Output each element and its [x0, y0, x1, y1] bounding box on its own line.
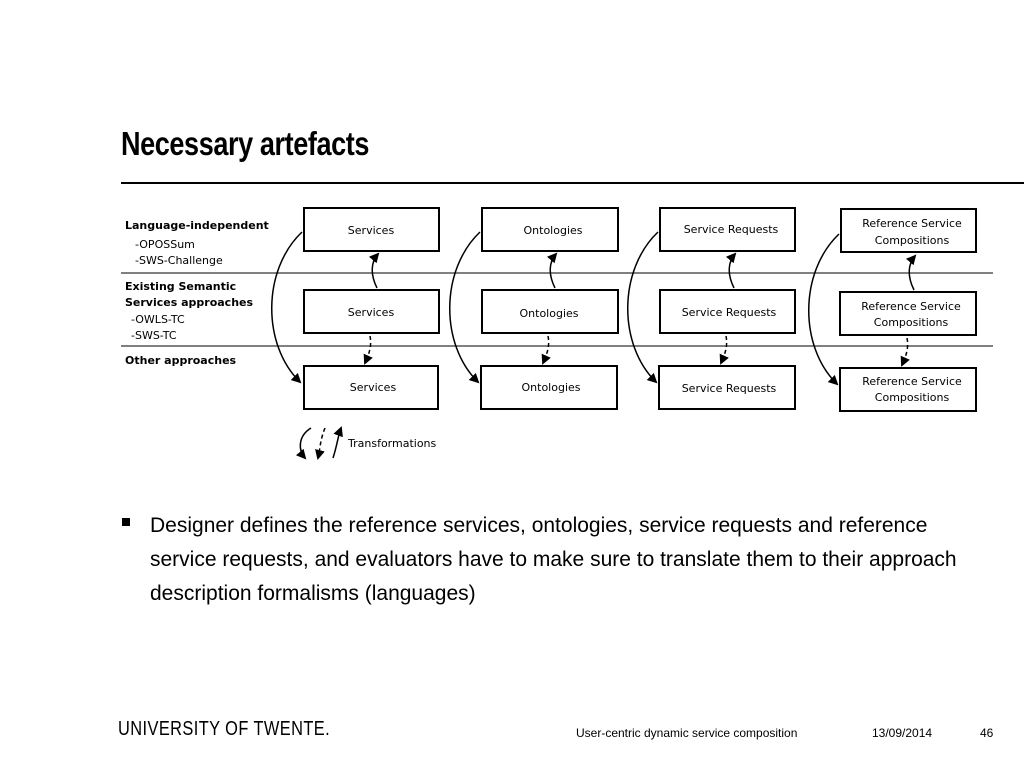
- footer-date: 13/09/2014: [872, 726, 933, 740]
- row-heading-services-approaches: Services approaches: [125, 296, 254, 309]
- box-label-reference-1a: Reference Service: [862, 217, 962, 230]
- row-item-sws-challenge: -SWS-Challenge: [135, 254, 223, 267]
- row-heading-existing-semantic: Existing Semantic: [125, 280, 237, 293]
- transformation-arrow-requests-up: [729, 254, 735, 288]
- box-label-ontologies-2: Ontologies: [519, 307, 579, 320]
- box-label-service-requests-3: Service Requests: [681, 382, 777, 395]
- row-item-sws-tc: -SWS-TC: [131, 329, 177, 342]
- transformation-arrow-requests-long: [628, 232, 658, 382]
- slide-title: Necessary artefacts: [121, 125, 369, 162]
- box-label-reference-3a: Reference Service: [862, 375, 962, 388]
- legend-arrow-up-icon: [333, 428, 341, 458]
- legend-arrow-solid-icon: [300, 428, 311, 458]
- box-label-ontologies-1: Ontologies: [523, 224, 583, 237]
- transformation-arrow-services-down: [365, 336, 371, 363]
- bullet-text: Designer defines the reference services, ontologies, service requests and reference service requests, and evaluators have to make sure to translate them to their approach description formalisms (languages): [150, 514, 957, 605]
- box-label-reference-2b: Compositions: [873, 316, 949, 329]
- box-label-service-requests-1: Service Requests: [683, 223, 779, 236]
- legend-transformations-label: Transformations: [348, 437, 437, 450]
- bullet-point: [122, 509, 992, 611]
- box-label-service-requests-2: Service Requests: [681, 306, 777, 319]
- box-label-ontologies-3: Ontologies: [521, 381, 581, 394]
- box-label-services-2: Services: [347, 306, 395, 319]
- transformation-arrow-ontologies-long: [450, 232, 480, 382]
- transformation-arrow-ontologies-up: [550, 254, 556, 288]
- row-heading-language-independent: Language-independent: [125, 219, 269, 232]
- box-label-reference-1b: Compositions: [874, 234, 950, 247]
- legend-arrow-dashed-icon: [318, 428, 325, 458]
- box-label-reference-2a: Reference Service: [861, 300, 961, 313]
- bullet-square-icon: [122, 518, 130, 526]
- box-label-services-3: Services: [349, 381, 397, 394]
- box-label-reference-3b: Compositions: [874, 391, 950, 404]
- footer-page-number: 46: [980, 726, 994, 740]
- transformation-arrow-reference-down: [902, 338, 908, 365]
- transformation-arrow-reference-long: [809, 234, 839, 384]
- box-label-services-1: Services: [347, 224, 395, 237]
- row-item-owls-tc: -OWLS-TC: [131, 313, 185, 326]
- row-item-opossum: -OPOSSum: [135, 238, 195, 251]
- transformation-arrow-requests-down: [721, 336, 727, 363]
- transformation-arrow-ontologies-down: [543, 336, 549, 363]
- transformation-arrow-services-up: [372, 254, 378, 288]
- row-heading-other-approaches: Other approaches: [125, 354, 237, 367]
- footer-presentation-title: User-centric dynamic service composition: [576, 726, 798, 740]
- university-logo: UNIVERSITY OF TWENTE.: [118, 718, 331, 740]
- transformation-arrow-services-long: [272, 232, 302, 382]
